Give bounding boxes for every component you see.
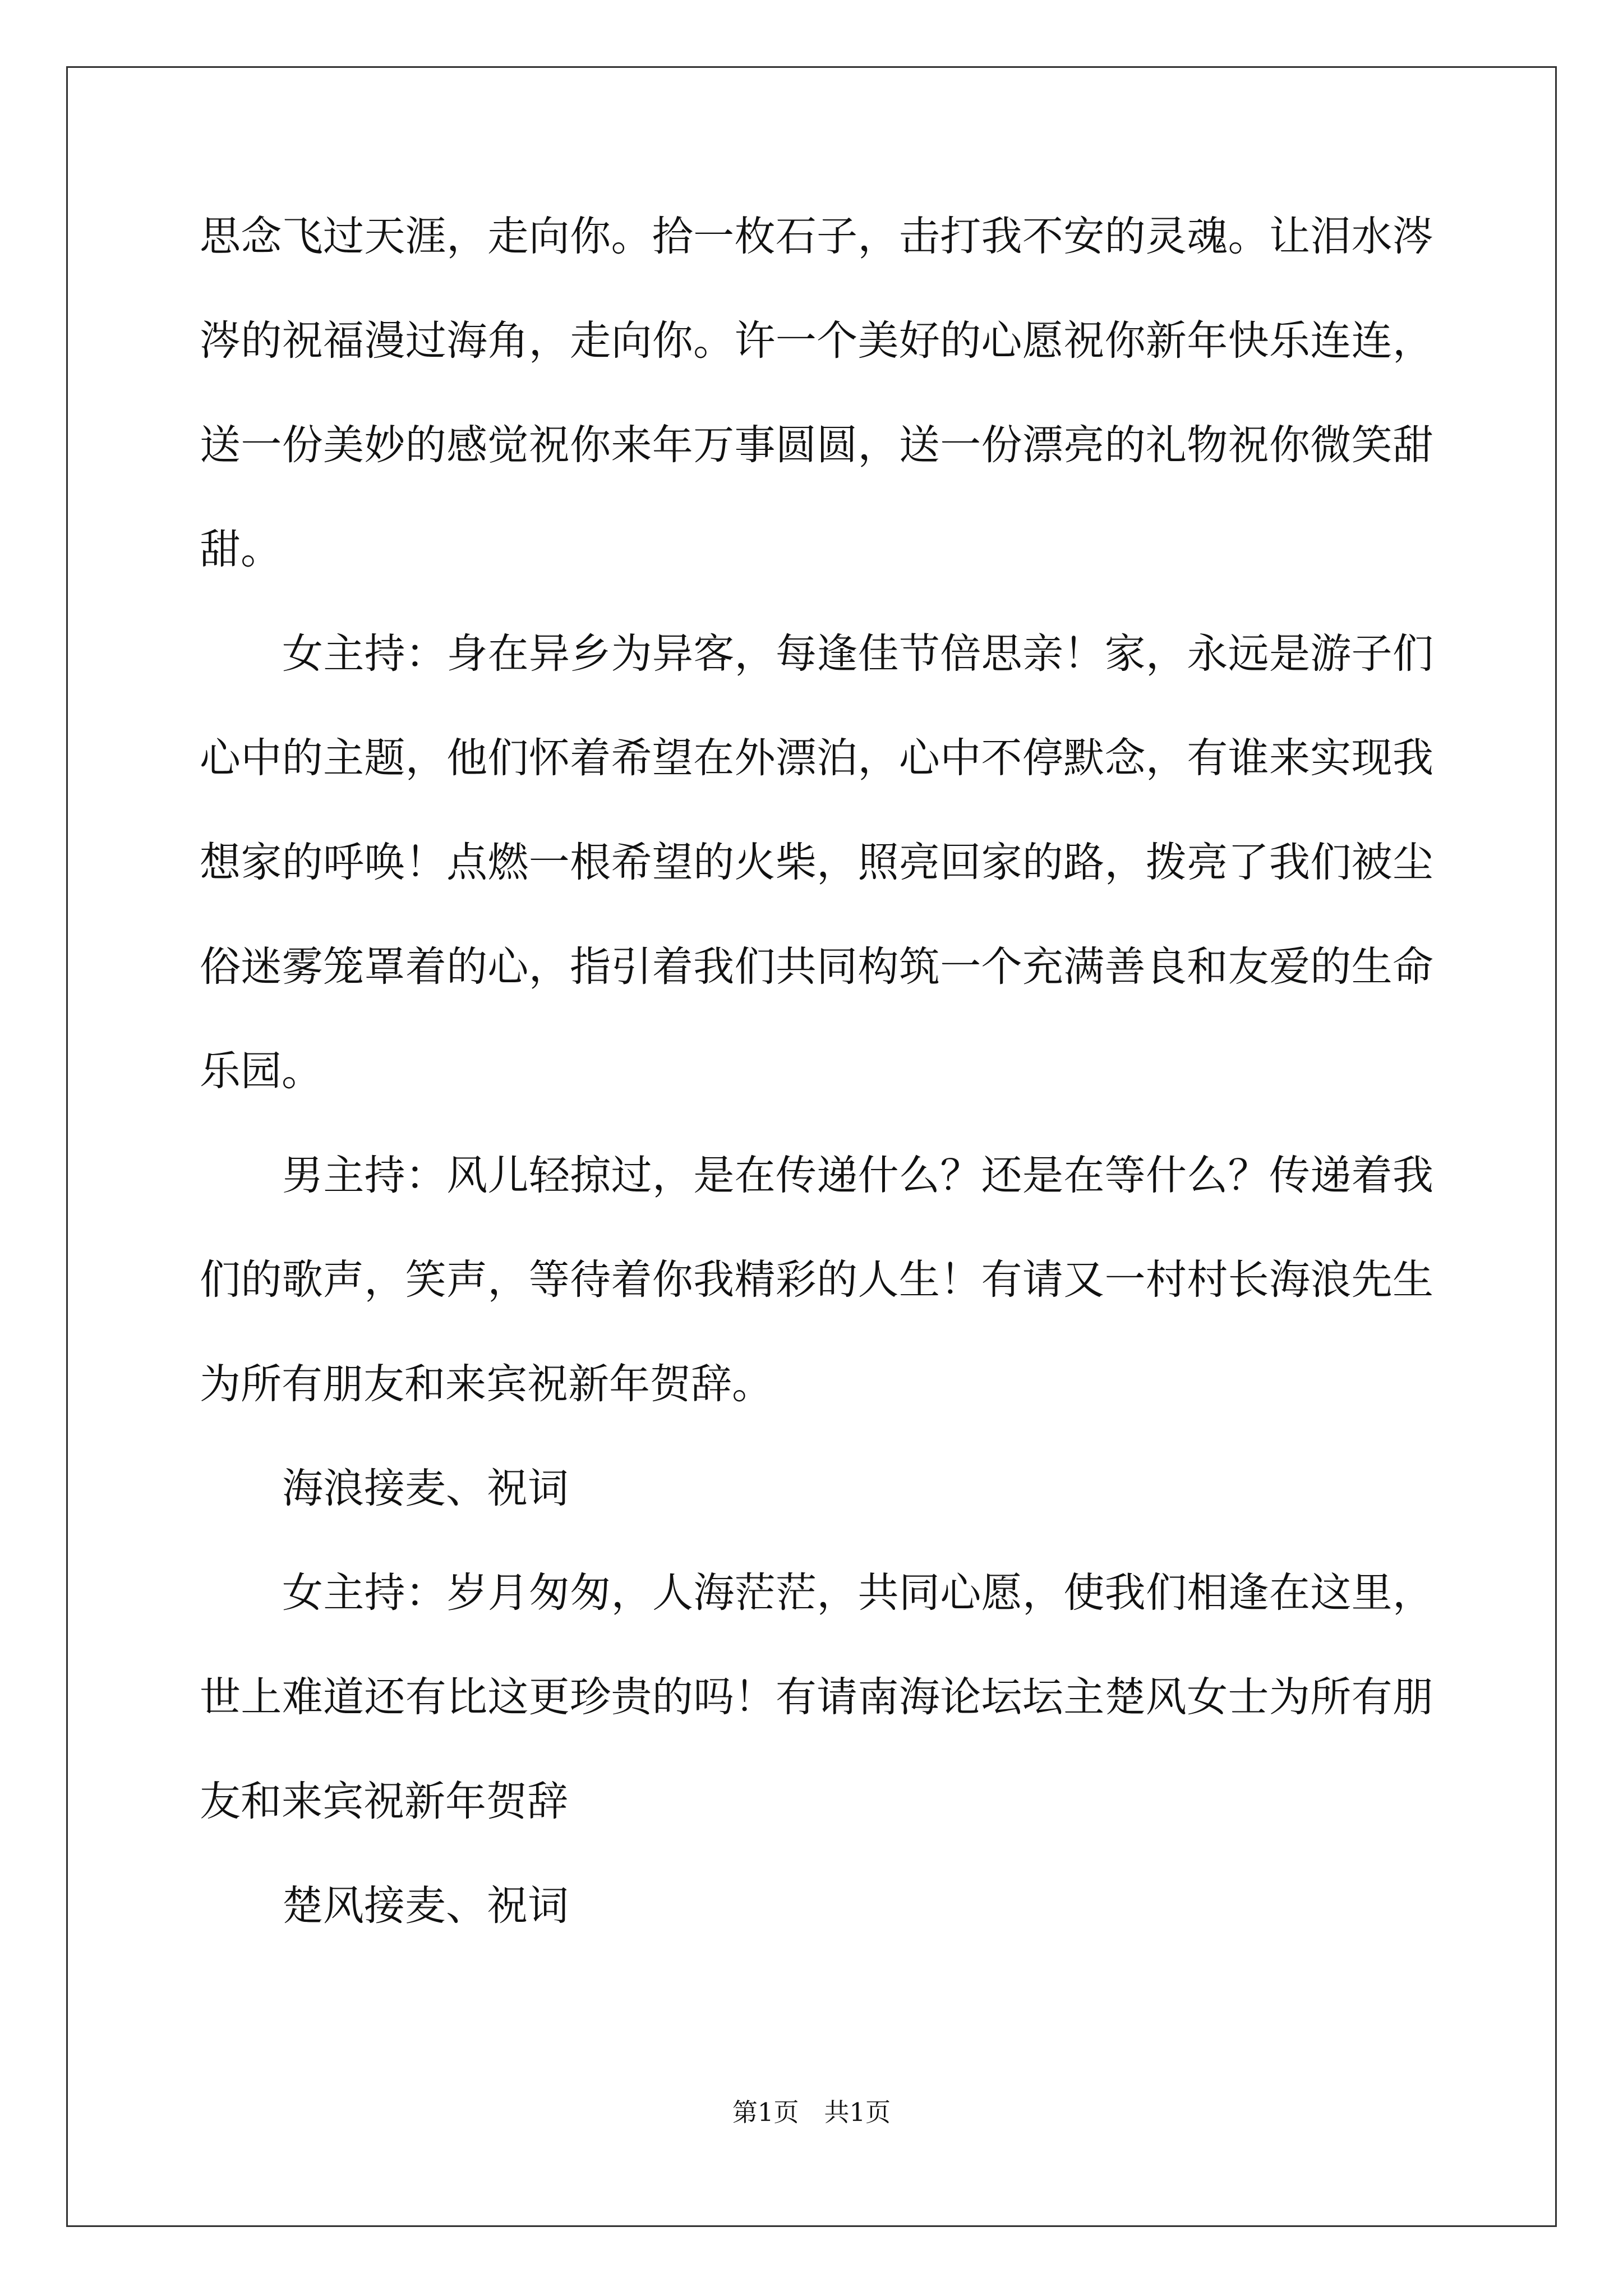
paragraph-2-line-4: 俗迷雾笼罩着的心，指引着我们共同构筑一个充满善良和友爱的生命 [200, 943, 1433, 991]
paragraph-2-line-2: 心中的主题，他们怀着希望在外漂泊，心中不停默念，有谁来实现我 [200, 734, 1433, 782]
paragraph-1-line-3: 送一份美妙的感觉祝你来年万事圆圆，送一份漂亮的礼物祝你微笑甜 [200, 421, 1433, 469]
paragraph-2-line-1: 女主持：身在异乡为异客，每逢佳节倍思亲！家，永远是游子们 [282, 630, 1433, 678]
paragraph-1-line-1: 思念飞过天涯，走向你。拾一枚石子，击打我不安的灵魂。让泪水涔 [200, 213, 1433, 260]
paragraph-3-line-1: 男主持：风儿轻掠过，是在传递什么？还是在等什么？传递着我 [282, 1152, 1433, 1199]
paragraph-3-line-2: 们的歌声，笑声，等待着你我精彩的人生！有请又一村村长海浪先生 [200, 1256, 1433, 1304]
paragraph-6-line-1: 楚风接麦、祝词 [282, 1882, 569, 1930]
paragraph-2-line-5: 乐园。 [200, 1047, 322, 1095]
paragraph-5-line-1: 女主持：岁月匆匆，人海茫茫，共同心愿，使我们相逢在这里， [282, 1569, 1433, 1617]
page-number-footer: 第1页 共1页 [732, 2097, 891, 2127]
paragraph-2-line-3: 想家的呼唤！点燃一根希望的火柴，照亮回家的路，拨亮了我们被尘 [200, 839, 1433, 886]
paragraph-5-line-2: 世上难道还有比这更珍贵的吗！有请南海论坛坛主楚风女士为所有朋 [200, 1673, 1433, 1721]
paragraph-1-line-4: 甜。 [200, 526, 282, 573]
paragraph-1-line-2: 涔的祝福漫过海角，走向你。许一个美好的心愿祝你新年快乐连连， [200, 317, 1433, 365]
paragraph-4-line-1: 海浪接麦、祝词 [282, 1465, 569, 1512]
paragraph-5-line-3: 友和来宾祝新年贺辞 [200, 1778, 568, 1825]
paragraph-3-line-3: 为所有朋友和来宾祝新年贺辞。 [200, 1360, 773, 1408]
